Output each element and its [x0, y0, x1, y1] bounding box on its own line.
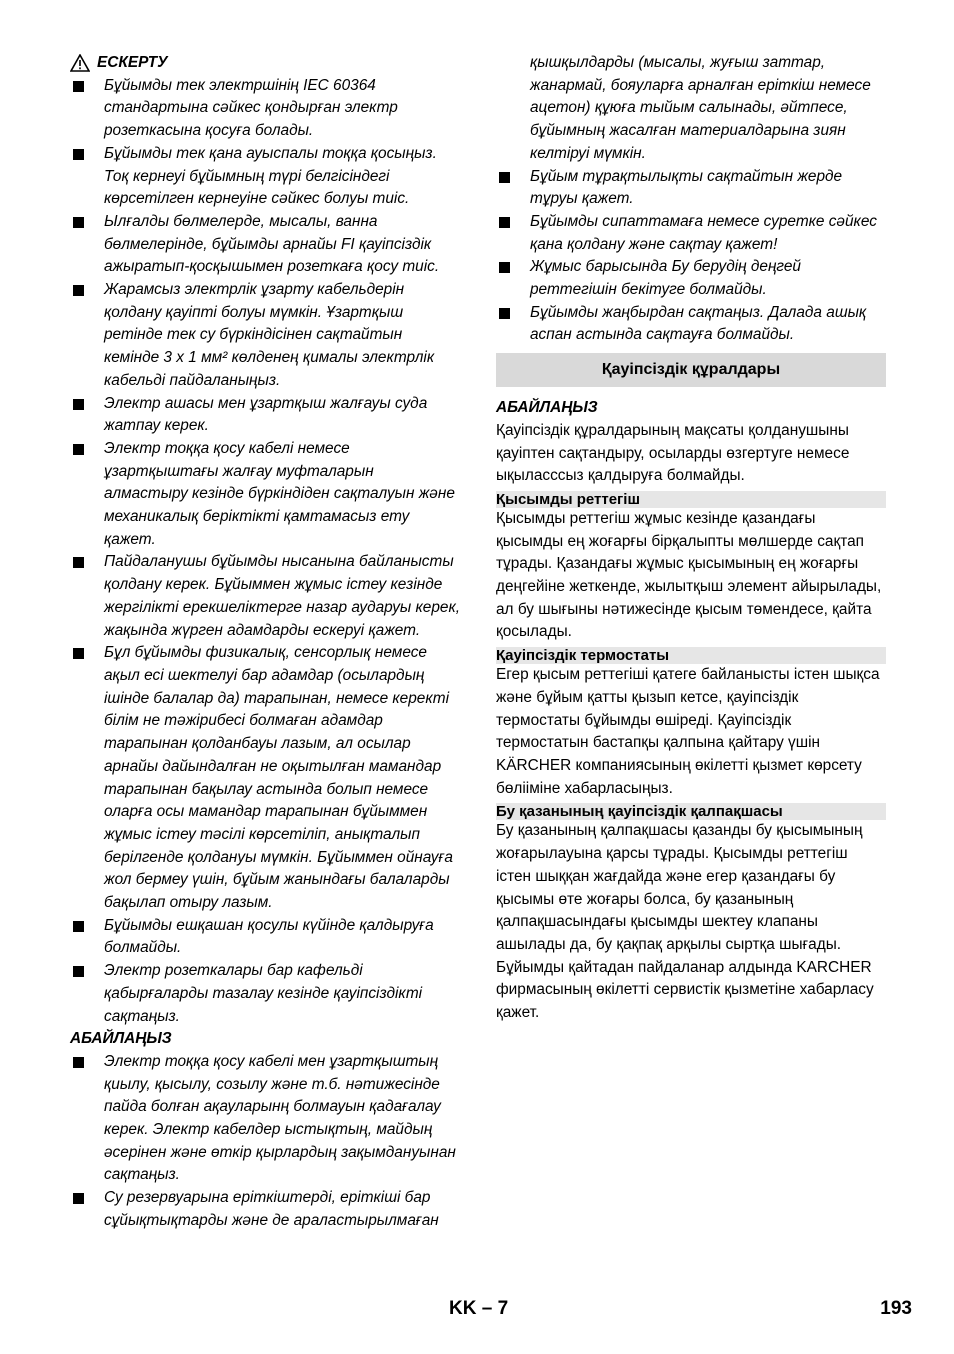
- warning-heading-row: [70, 52, 460, 75]
- right-list: [496, 166, 886, 348]
- caution-heading: АБАЙЛАҢЫЗ: [70, 1030, 172, 1048]
- bullet-icon: [73, 921, 84, 932]
- bullet-icon: [73, 217, 84, 228]
- list-item: Электр ашасы мен ұзартқыш жалғауы суда жатпау керек.: [70, 393, 460, 438]
- bullet-icon: [499, 308, 510, 319]
- warning-heading: ЕСКЕРТУ: [97, 54, 168, 71]
- warning-triangle-icon: [70, 54, 90, 72]
- subsection-title: Қауіпсіздік термостаты: [496, 647, 886, 664]
- bullet-icon: [73, 648, 84, 659]
- bullet-icon: [73, 81, 84, 92]
- list-item: Жұмыс барысында Бу берудің деңгей реттегішін бекітуге болмайды.: [496, 256, 886, 301]
- caution-heading: АБАЙЛАҢЫЗ: [496, 399, 598, 417]
- bullet-icon: [499, 217, 510, 228]
- list-item: Бұйымды тек қана ауыспалы тоққа қосыңыз. Тоқ кернеуі бұйымның түрі белгісіндегі көрсетілген кернеуіне сәйкес болуы тиіс.: [70, 143, 460, 211]
- list-item: Бұйымды ешқашан қосулы күйінде қалдыруға болмайды.: [70, 915, 460, 960]
- list-item: Бұйымды тек электршінің IEC 60364 стандартына сәйкес қондырған электр розеткасына қосуға болады.: [70, 75, 460, 143]
- caution-text: Қауіпсіздік құралдарының мақсаты қолданушыны қауіптен сақтандыру, осыларды өзгертуге немесе ықыласссыз қалдыруға болмайды.: [496, 421, 850, 485]
- subsection-title: Бу қазанының қауіпсіздік қалпақшасы: [496, 803, 886, 820]
- list-item: Бұйым тұрақтылықты сақтайтын жерде тұруы қажет.: [496, 166, 886, 211]
- subsection-text: Бу қазанының қалпақшасы қазанды бу қысымының жоғарылауына қарсы тұрады. Қысымды реттегіш істен шыққан жағдайда және егер қазандағы бу қысымы өте жоғары болса, бу қазанының қалпақшасындағы қысымды шектеу клапаны ашылады да, бу қақпақ арқылы сыртқа шығады. Бұйымды қайтадан пайдаланар алдында KARCHER фирмасының өкілетті сервистік қызметіне хабарласу қажет.: [496, 822, 874, 1022]
- section-title: Қауіпсіздік құралдары: [496, 353, 886, 387]
- bullet-icon: [73, 1193, 84, 1204]
- list-item: Бұйымды сипаттамаға немесе суретке сәйкес қана қолдану және сақтау қажет!: [496, 211, 886, 256]
- bullet-icon: [73, 966, 84, 977]
- bullet-icon: [73, 557, 84, 568]
- bullet-icon: [499, 172, 510, 183]
- list-item: Ылғалды бөлмелерде, мысалы, ванна бөлмелерінде, бұйымды арнайы FI қауіпсіздік ажыратып-қосқышымен розеткаға қосу тиіс.: [70, 211, 460, 279]
- right-column: [496, 52, 886, 1025]
- list-item: Электр розеткалары бар кафельді қабырғаларды тазалау кезінде қауіпсіздікті сақтаңыз.: [70, 960, 460, 1028]
- bullet-icon: [73, 149, 84, 160]
- list-item: Электр тоққа қосу кабелі мен ұзартқыштың қиылу, қысылу, созылу және т.б. нәтижесінде пайда болған ақауларынң болмауын қадағалау керек. Электр кабелдер ыстықтың, майдың әсерінен және өткір қырлардың зақымдануынан сақтаңыз.: [70, 1051, 460, 1187]
- list-item: Пайдаланушы бұйымды нысанына байланысты қолдану керек. Бұйыммен жұмыс істеу кезінде жергілікті ерекшеліктерге назар аударуы керек, жақында жүрген адамдарды ескеруі қажет.: [70, 551, 460, 642]
- continued-text: қышқылдарды (мысалы, жуғыш заттар, жанармай, бояуларға арналған еріткіш немесе ацетон) құюға тыйым салынады, әйтпесе, бұйымның жасалған материалдарына зиян келтіруі мүмкін.: [530, 54, 871, 162]
- list-item: Электр тоққа қосу кабелі немесе ұзартқыштағы жалғау муфталарын алмастыру кезінде бүркіндіден сақталуын және механикалық беріктікті қамтамасыз ету қажет.: [70, 438, 460, 552]
- list-item: Бұйымды жаңбырдан сақтаңыз. Далада ашық аспан астында сақтауға болмайды.: [496, 302, 886, 347]
- bullet-icon: [73, 399, 84, 410]
- bullet-icon: [499, 262, 510, 273]
- subsection-text: Егер қысым реттегіші қатеге байланысты істен шықса және бұйым қатты қызып кетсе, қауіпсіздік термостаты бұйымды өшіреді. Қауіпсіздік термостатын бастапқы қалпына қайтару үшін KÄRCHER компаниясының өкілетті қызмет көрсету бөлііміне хабарласыңыз.: [496, 666, 880, 797]
- list-item: Бұл бұйымды физикалық, сенсорлық немесе ақыл есі шектелуі бар адамдар (осылардың ішінде балалар да) тарапынан, немесе керекті білім не тәжірибесі болмаған адамдар тарапынан қолданбауы лазым, ал осылар арнайы дайындалған не оқытылған мамандар тарапынан бақылау астында болып немесе оларға осы мамандар тарапынан бұйыммен жұмыс істеу тәсілі көрсетіліп, анықталып берілгенде қолдануы мүмкін. Бұйыммен ойнауға жол бермеу үшін, бұйым жанындағы балаларды бақылап отыру лазым.: [70, 642, 460, 914]
- subsection-text: Қысымды реттегіш жұмыс кезінде қазандағы қысымды ең жоғарғы бірқалыпты мөлшерде сақтап тұрады. Қазандағы жұмыс қысымының ең жоғарғы деңгейіне жеткенде, жылытқыш элемент айырылады, ал бу шығыны нәтижесінде қысым төмендесе, қайта қосылады.: [496, 509, 882, 641]
- bullet-icon: [73, 1057, 84, 1068]
- footer-section-label: KK – 7: [449, 1298, 509, 1319]
- list-item: Жарамсыз электрлік ұзарту кабельдерін қолдану қауіпті болуы мүмкін. Ұзартқыш ретінде тек су бүркіндісінен сақтайтын кемінде 3 x 1 мм² көлденең қималы электрлік кабельді пайдаланыңыз.: [70, 279, 460, 393]
- bullet-icon: [73, 285, 84, 296]
- page-number: 193: [880, 1298, 912, 1319]
- warning-list: [70, 75, 460, 1029]
- bullet-icon: [73, 444, 84, 455]
- list-item: Су резервуарына еріткіштерді, еріткіші бар сұйықтықтарды және де араластырылмаған: [70, 1187, 460, 1232]
- left-column: [70, 52, 460, 1233]
- caution-list: [70, 1051, 460, 1233]
- subsection-title: Қысымды реттегіш: [496, 491, 886, 508]
